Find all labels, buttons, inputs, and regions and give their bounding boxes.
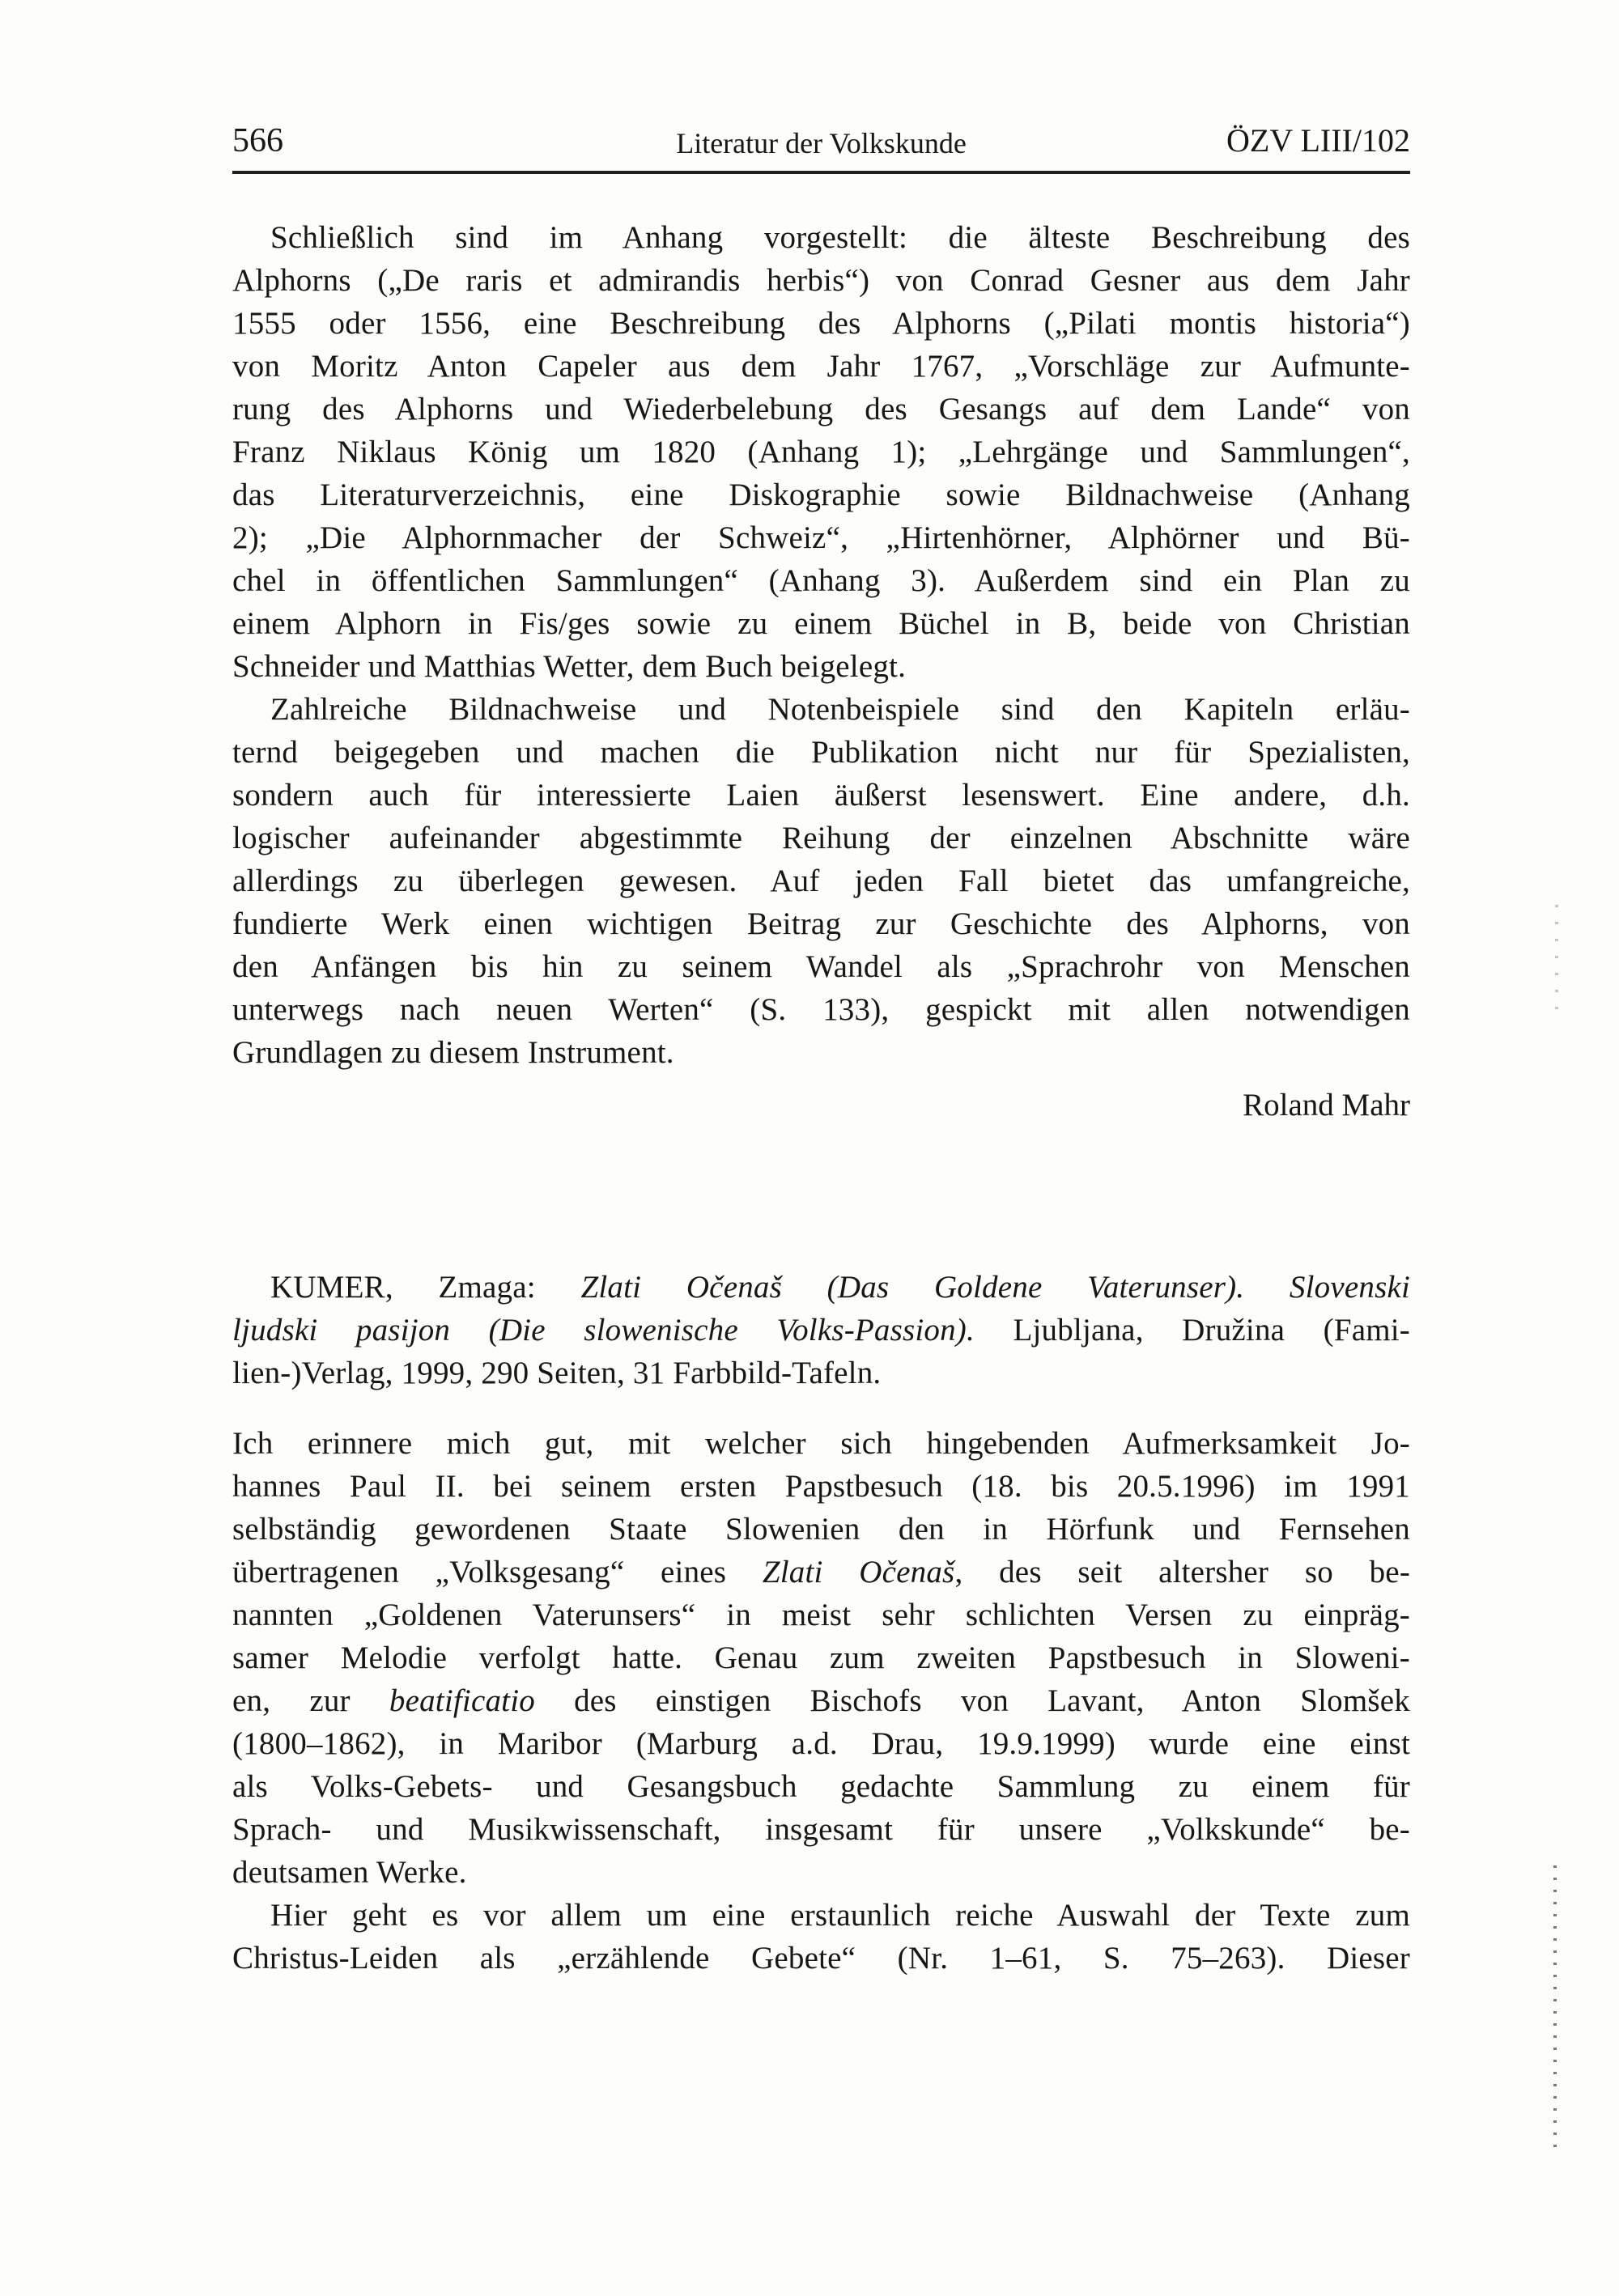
text-line <box>232 1851 1410 1894</box>
text-line <box>232 1679 1410 1722</box>
text-run: Sprach- und Musikwissenschaft, insgesamt für unsere „Volkskunde“ be- <box>232 1812 1410 1847</box>
text-run: Schließlich sind im Anhang vorgestellt: die älteste Beschreibung des <box>270 220 1410 255</box>
text-run: den Anfängen bis hin zu seinem Wandel als „Sprachrohr von Menschen <box>232 949 1410 984</box>
text-run: deutsamen Werke. <box>232 1855 467 1890</box>
text-run: des einstigen Bischofs von Lavant, Anton Slomšek <box>534 1683 1410 1718</box>
text-line <box>232 1266 1410 1309</box>
review-2-paragraph-1 <box>232 1422 1410 1894</box>
italic-run: Zlati Očenaš <box>762 1555 955 1589</box>
text-run: Hier geht es vor allem um eine erstaunlich reiche Auswahl der Texte zum <box>270 1898 1410 1933</box>
italic-run: Zlati Očenaš (Das Goldene Vaterunser). Slovenski <box>580 1270 1410 1305</box>
text-run: Grundlagen zu diesem Instrument. <box>232 1035 674 1070</box>
text-run: samer Melodie verfolgt hatte. Genau zum zweiten Papstbesuch in Sloweni- <box>232 1640 1410 1675</box>
page-body <box>232 216 1410 1980</box>
text-run: Ich erinnere mich gut, mit welcher sich hingebenden Aufmerksamkeit Jo- <box>232 1426 1410 1461</box>
text-line <box>232 688 1410 731</box>
scan-artifact-dots <box>1555 905 1558 1018</box>
text-run: Alphorns („De raris et admirandis herbis“) von Conrad Gesner aus dem Jahr <box>232 263 1410 298</box>
text-run: Ljubljana, Družina (Fami- <box>974 1313 1410 1347</box>
text-run: nannten „Goldenen Vaterunsers“ in meist sehr schlichten Versen zu einpräg- <box>232 1598 1410 1632</box>
text-line <box>232 431 1410 473</box>
text-line <box>232 1722 1410 1765</box>
text-run: als Volks-Gebets- und Gesangsbuch gedachte Sammlung zu einem für <box>232 1769 1410 1804</box>
text-run: selbständig gewordenen Staate Slowenien den in Hörfunk und Fernsehen <box>232 1512 1410 1547</box>
text-run: Franz Niklaus König um 1820 (Anhang 1); „Lehrgänge und Sammlungen“, <box>232 435 1410 469</box>
italic-run: beatificatio <box>389 1683 535 1718</box>
review-1-signature <box>232 1084 1410 1127</box>
text-line <box>232 731 1410 774</box>
text-run: chel in öffentlichen Sammlungen“ (Anhang 3). Außerdem sind ein Plan zu <box>232 563 1410 598</box>
review-1-paragraph-1 <box>232 216 1410 688</box>
text-run: 1555 oder 1556, eine Beschreibung des Alphorns („Pilati montis historia“) <box>232 306 1410 341</box>
text-line <box>232 859 1410 902</box>
text-line <box>232 1309 1410 1352</box>
text-run: Christus-Leiden als „erzählende Gebete“ (Nr. 1–61, S. 75–263). Dieser <box>232 1941 1410 1976</box>
text-line <box>232 216 1410 259</box>
text-run: unterwegs nach neuen Werten“ (S. 133), gespickt mit allen notwendigen <box>232 992 1410 1027</box>
text-line <box>232 1808 1410 1851</box>
text-line <box>232 645 1410 688</box>
italic-run: ljudski pasijon (Die slowenische Volks-Passion). <box>232 1313 975 1347</box>
text-line <box>232 988 1410 1031</box>
text-line <box>232 259 1410 302</box>
text-line <box>232 516 1410 559</box>
text-run: KUMER, Zmaga: <box>270 1270 581 1305</box>
text-line <box>232 1937 1410 1980</box>
text-line <box>232 1465 1410 1508</box>
text-line <box>232 302 1410 345</box>
text-line <box>232 1636 1410 1679</box>
text-run: , des seit altersher so be- <box>954 1555 1411 1589</box>
text-line <box>232 902 1410 945</box>
text-run: sondern auch für interessierte Laien äußerst lesenswert. Eine andere, d.h. <box>232 778 1410 813</box>
review-1-paragraph-2 <box>232 688 1410 1074</box>
text-line <box>232 473 1410 516</box>
text-run: einem Alphorn in Fis/ges sowie zu einem Büchel in B, beide von Christian <box>232 606 1410 641</box>
text-run: fundierte Werk einen wichtigen Beitrag zur Geschichte des Alphorns, von <box>232 906 1410 941</box>
text-run: von Moritz Anton Capeler aus dem Jahr 1767, „Vorschläge zur Aufmunte- <box>232 349 1410 384</box>
text-run: (1800–1862), in Maribor (Marburg a.d. Drau, 19.9.1999) wurde eine einst <box>232 1726 1410 1761</box>
text-line <box>232 1551 1410 1594</box>
text-line <box>232 774 1410 817</box>
scan-artifact-dots <box>1553 1865 1557 2155</box>
text-run: das Literaturverzeichnis, eine Diskographie sowie Bildnachweise (Anhang <box>232 477 1410 512</box>
text-line <box>232 559 1410 602</box>
text-run: en, zur <box>232 1683 389 1718</box>
text-line <box>232 945 1410 988</box>
text-run: logischer aufeinander abgestimmte Reihung der einzelnen Abschnitte wäre <box>232 821 1410 855</box>
text-line <box>232 388 1410 431</box>
text-column <box>232 121 1410 1980</box>
text-line <box>232 1765 1410 1808</box>
header-rule <box>232 171 1410 174</box>
text-run: ternd beigegeben und machen die Publikation nicht nur für Spezialisten, <box>232 735 1410 770</box>
text-line <box>232 1422 1410 1465</box>
running-head-title: Literatur der Volkskunde <box>676 127 967 159</box>
text-line <box>232 1894 1410 1937</box>
text-run: rung des Alphorns und Wiederbelebung des Gesangs auf dem Lande“ von <box>232 392 1410 427</box>
review-2-paragraph-2 <box>232 1894 1410 1980</box>
text-run: allerdings zu überlegen gewesen. Auf jeden Fall bietet das umfangreiche, <box>232 864 1410 898</box>
text-run: Zahlreiche Bildnachweise und Notenbeispiele sind den Kapiteln erläu- <box>270 692 1410 727</box>
bibliography-entry <box>232 1266 1410 1394</box>
text-run: Schneider und Matthias Wetter, dem Buch beigelegt. <box>232 649 907 684</box>
text-line <box>232 345 1410 388</box>
text-line <box>232 1031 1410 1074</box>
text-run: 2); „Die Alphornmacher der Schweiz“, „Hirtenhörner, Alphörner und Bü- <box>232 520 1410 555</box>
text-line <box>232 817 1410 859</box>
text-line <box>232 1594 1410 1636</box>
text-run: hannes Paul II. bei seinem ersten Papstbesuch (18. bis 20.5.1996) im 1991 <box>232 1469 1410 1504</box>
text-line <box>232 602 1410 645</box>
reviewer-name: Roland Mahr <box>1243 1088 1410 1123</box>
text-line <box>232 1508 1410 1551</box>
page-number: 566 <box>232 122 283 159</box>
running-head <box>232 121 1410 160</box>
text-run: übertragenen „Volksgesang“ eines <box>232 1555 763 1589</box>
text-run: lien-)Verlag, 1999, 290 Seiten, 31 Farbbild-Tafeln. <box>232 1356 882 1390</box>
journal-issue-label: ÖZV LIII/102 <box>1226 122 1410 159</box>
text-line <box>232 1352 1410 1394</box>
